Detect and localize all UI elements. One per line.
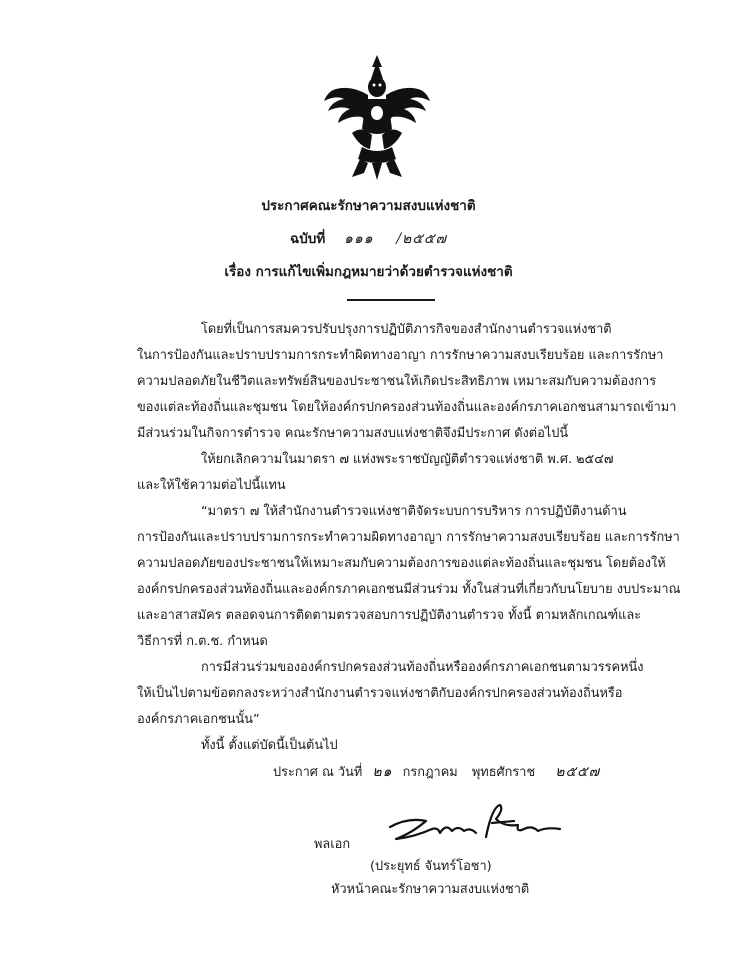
- title-divider: [347, 299, 435, 301]
- dateline-prefix: ประกาศ ณ วันที่: [273, 765, 363, 780]
- issue-number-line: [0, 227, 737, 250]
- announcement-title: ประกาศคณะรักษาความสงบแห่งชาติ: [261, 198, 476, 214]
- body-line: ให้เป็นไปตามข้อตกลงระหว่างสำนักงานตำรวจแห่งชาติกับองค์กรปกครองส่วนท้องถิ่นหรือ: [137, 686, 623, 701]
- body-line: และให้ใช้ความต่อไปนี้แทน: [137, 478, 286, 493]
- dateline-year: ๒๕๕๗: [555, 764, 601, 780]
- issue-number: ๑๑๑: [343, 231, 374, 247]
- body-line: มีส่วนร่วมในกิจการตำรวจ คณะรักษาความสงบแห่งชาติจึงมีประกาศ ดังต่อไปนี้: [137, 426, 569, 441]
- handwritten-signature: [368, 797, 568, 852]
- garuda-emblem-icon: [322, 55, 432, 180]
- body-line: องค์กรปกครองส่วนท้องถิ่นและองค์กรภาคเอกชนมีส่วนร่วม ทั้งในส่วนที่เกี่ยวกับนโยบาย งบประมาณ: [137, 582, 681, 597]
- body-line: และอาสาสมัคร ตลอดจนการติดตามตรวจสอบการปฏิบัติงานตำรวจ ทั้งนี้ ตามหลักเกณฑ์และ: [137, 608, 642, 623]
- signatory-position: หัวหน้าคณะรักษาความสงบแห่งชาติ: [331, 882, 530, 897]
- announcement-subject: เรื่อง การแก้ไขเพิ่มกฎหมายว่าด้วยตำรวจแห่งชาติ: [224, 264, 513, 280]
- body-line: การมีส่วนร่วมขององค์กรปกครองส่วนท้องถิ่นหรือองค์กรภาคเอกชนตามวรรคหนึ่ง: [201, 660, 644, 675]
- body-line: การป้องกันและปราบปรามการกระทำความผิดทางอาญา การรักษาความสงบเรียบร้อย และการรักษา: [137, 530, 680, 545]
- signatory-name: (ประยุทธ์ จันทร์โอชา): [370, 859, 492, 874]
- dateline-day: ๒๑: [372, 764, 393, 780]
- body-line: ความปลอดภัยของประชาชนให้เหมาะสมกับความต้องการของแต่ละท้องถิ่นและชุมชน โดยต้องให้: [137, 556, 666, 571]
- body-line: ให้ยกเลิกความในมาตรา ๗ แห่งพระราชบัญญัติตำรวจแห่งชาติ พ.ศ. ๒๕๔๗: [201, 452, 614, 467]
- body-line: โดยที่เป็นการสมควรปรับปรุงการปฏิบัติภารกิจของสำนักงานตำรวจแห่งชาติ: [201, 322, 612, 337]
- issue-year: /๒๕๕๗: [396, 231, 447, 247]
- dateline-era: พุทธศักราช: [471, 765, 536, 780]
- dateline-month: กรกฎาคม: [402, 765, 458, 780]
- body-line: วิธีการที่ ก.ต.ช. กำหนด: [137, 634, 268, 649]
- body-line: “มาตรา ๗ ให้สำนักงานตำรวจแห่งชาติจัดระบบการบริหาร การปฏิบัติงานด้าน: [201, 504, 627, 519]
- body-line: ทั้งนี้ ตั้งแต่บัดนี้เป็นต้นไป: [201, 738, 338, 753]
- dateline: [273, 763, 600, 782]
- body-line: ในการป้องกันและปราบปรามการกระทำผิดทางอาญา การรักษาความสงบเรียบร้อย และการรักษา: [137, 348, 664, 363]
- body-line: ความปลอดภัยในชีวิตและทรัพย์สินของประชาชนให้เกิดประสิทธิภาพ เหมาะสมกับความต้องการ: [137, 374, 657, 389]
- issue-label: ฉบับที่: [290, 231, 326, 247]
- body-line: ของแต่ละท้องถิ่นและชุมชน โดยให้องค์กรปกครองส่วนท้องถิ่นและองค์กรภาคเอกชนสามารถเข้ามา: [137, 400, 677, 415]
- body-line: องค์กรภาคเอกชนนั้น”: [137, 712, 260, 727]
- signatory-rank: พลเอก: [314, 837, 351, 852]
